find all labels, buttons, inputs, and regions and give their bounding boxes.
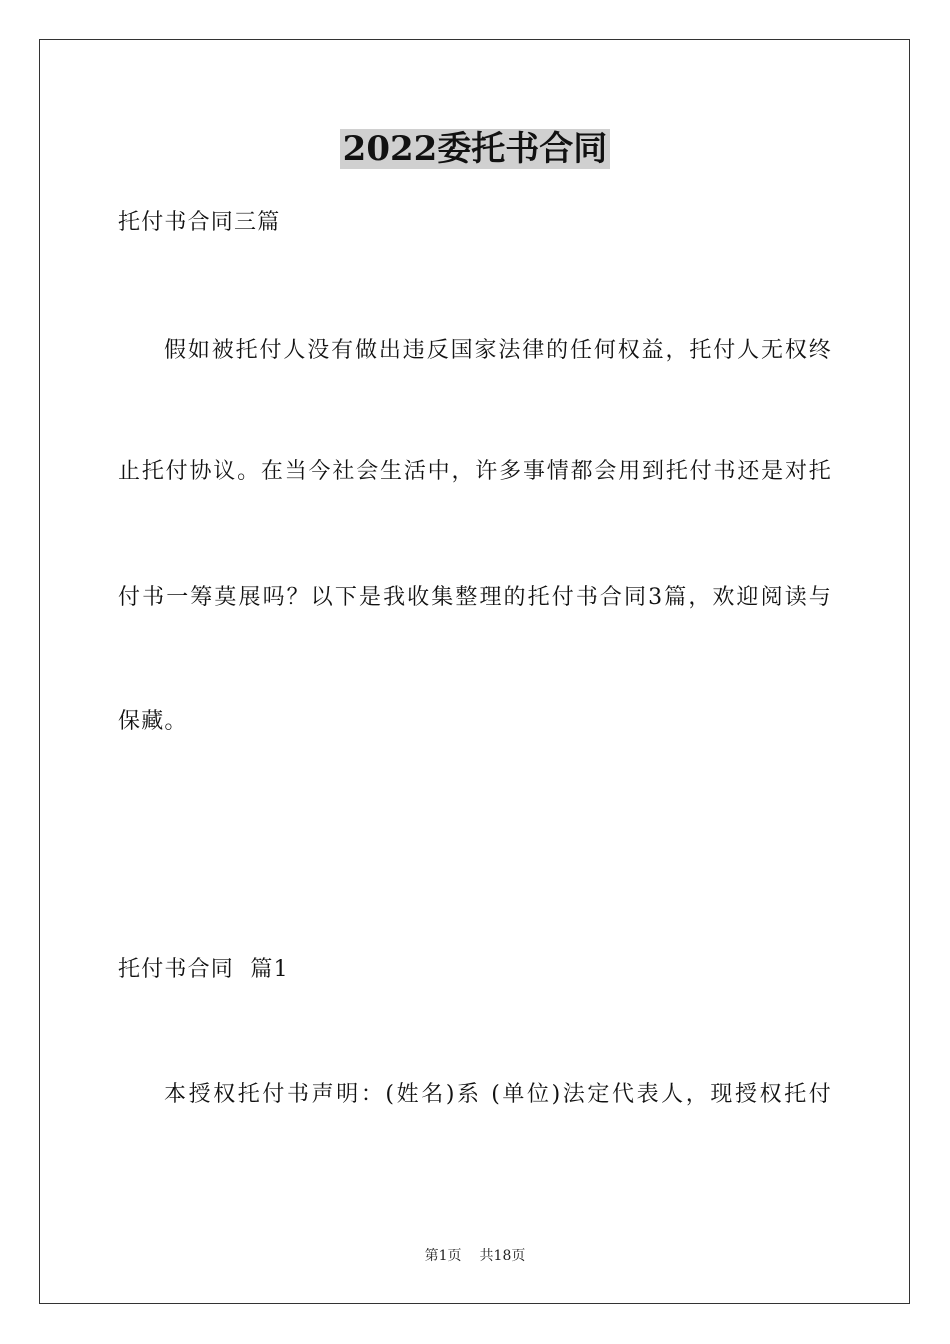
- intro-line-1: 假如被托付人没有做出违反国家法律的任何权益，托付人无权终: [164, 338, 832, 363]
- page-footer: [0, 1246, 950, 1266]
- document-title: [0, 128, 950, 170]
- intro-line-3: 付书一筹莫展吗？以下是我收集整理的托付书合同3篇，欢迎阅读与: [118, 585, 832, 610]
- intro-line-4: 保藏。: [118, 709, 188, 734]
- page-total: 共18页: [479, 1248, 526, 1264]
- subtitle: 托付书合同三篇: [118, 210, 281, 235]
- page-number: 第1页: [424, 1248, 462, 1264]
- section-heading: 托付书合同 篇1: [118, 957, 289, 982]
- section-line-1: 本授权托付书声明：(姓名)系 (单位)法定代表人，现授权托付: [164, 1082, 832, 1107]
- intro-line-2: 止托付协议。在当今社会生活中，许多事情都会用到托付书还是对托: [118, 459, 832, 484]
- title-text: 2022委托书合同: [340, 129, 611, 169]
